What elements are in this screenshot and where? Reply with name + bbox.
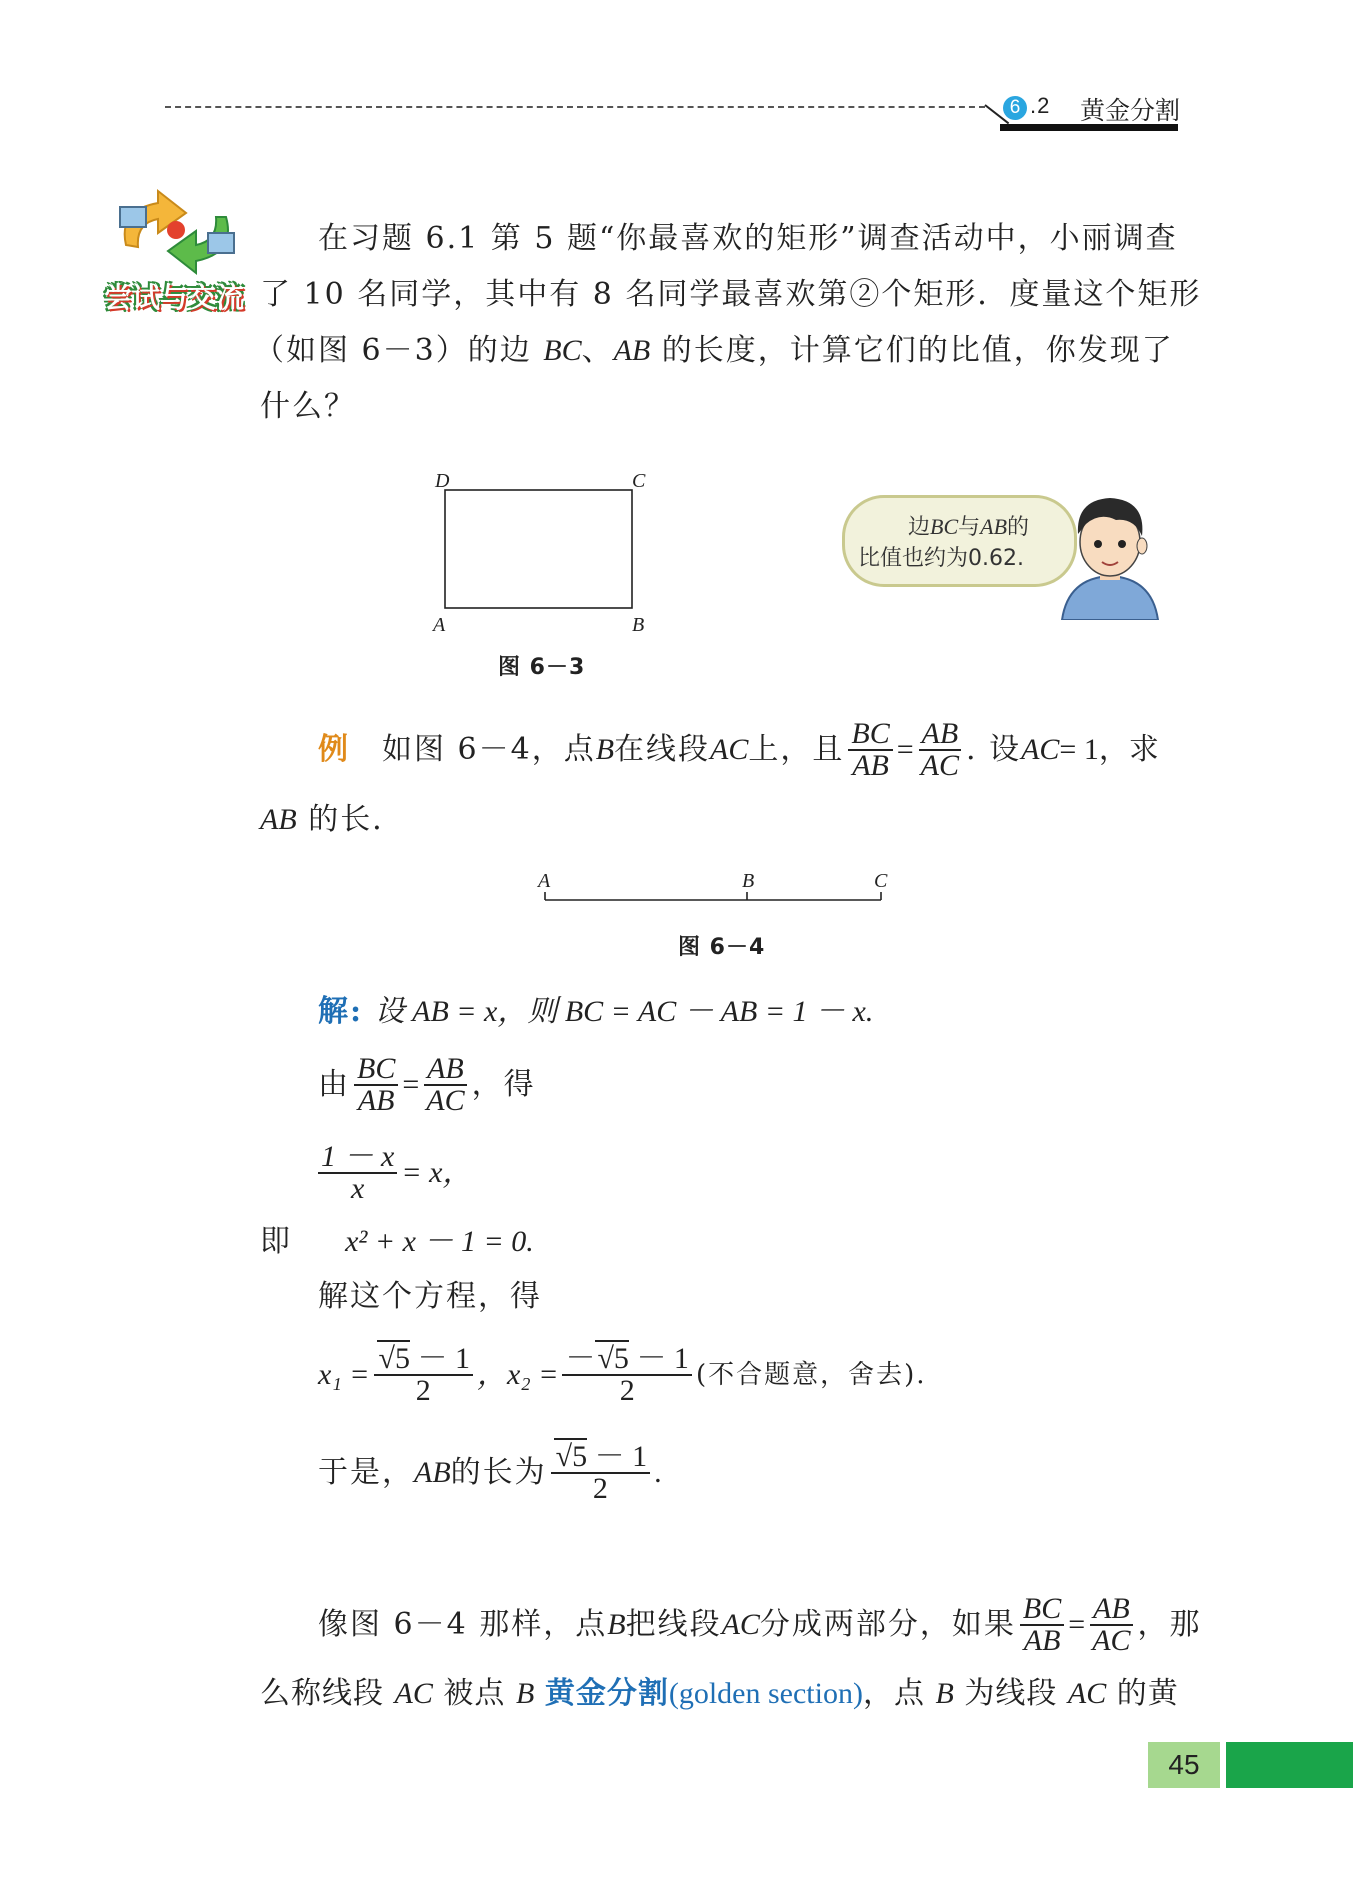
text-segment: 的 bbox=[1007, 515, 1030, 540]
fraction-denominator: 2 bbox=[592, 1472, 608, 1505]
math-expression: ，x₂ = bbox=[476, 1358, 559, 1391]
fraction-numerator: 1 － x bbox=[318, 1142, 397, 1174]
solution-line bbox=[318, 995, 873, 1029]
fraction-numerator: AB bbox=[919, 719, 962, 751]
figure-label-a: A bbox=[433, 614, 446, 636]
example-line bbox=[260, 803, 404, 837]
key-term: 黄金分割 bbox=[544, 1676, 669, 1711]
paragraph-line bbox=[254, 334, 1174, 368]
fraction bbox=[918, 719, 962, 781]
math-var: B bbox=[935, 1677, 954, 1710]
text-segment: ，得 bbox=[471, 1067, 536, 1102]
text-segment: 、 bbox=[581, 333, 614, 368]
fraction-denominator: 2 bbox=[619, 1374, 635, 1407]
equals-sign: = bbox=[896, 733, 914, 766]
figure-label-a: A bbox=[538, 870, 551, 892]
figure-caption: 图 6－3 bbox=[498, 655, 586, 680]
math-expression: x² + x － 1 = 0. bbox=[345, 1225, 534, 1258]
text-segment: 分成两部分，如果 bbox=[759, 1607, 1016, 1642]
text-segment: . 设 bbox=[966, 732, 1022, 767]
fraction-denominator: AB bbox=[357, 1084, 395, 1117]
text-segment: ，那 bbox=[1137, 1607, 1202, 1642]
fraction-denominator: 2 bbox=[415, 1374, 431, 1407]
speech-bubble-line bbox=[908, 510, 1029, 545]
figure-label-c: C bbox=[632, 470, 646, 492]
text-segment: 于是， bbox=[318, 1455, 414, 1490]
page-number: 45 bbox=[1168, 1749, 1200, 1780]
text-segment: 的黄 bbox=[1106, 1676, 1179, 1711]
solution-line bbox=[318, 1140, 472, 1206]
fraction-numerator: － 1 bbox=[628, 1342, 689, 1375]
figure-caption: 图 6－4 bbox=[678, 935, 766, 960]
math-var: AC bbox=[1021, 733, 1060, 766]
fraction-numerator: － 1 bbox=[587, 1440, 648, 1473]
section-number-rest: .2 bbox=[1030, 93, 1051, 118]
solution-line bbox=[318, 1052, 536, 1118]
math-var: B bbox=[515, 1677, 535, 1710]
text-segment: ，点 bbox=[862, 1676, 936, 1711]
text-segment: 的长． bbox=[296, 802, 405, 837]
math-var: AB bbox=[980, 514, 1008, 539]
definition-line bbox=[260, 1677, 1179, 1711]
text-segment: 么称线段 bbox=[260, 1676, 395, 1711]
sqrt-expression: √5 bbox=[555, 1440, 588, 1473]
math-var: AC bbox=[1067, 1677, 1107, 1710]
figure-label-b: B bbox=[742, 870, 755, 892]
figure-6-3-rectangle bbox=[425, 465, 665, 645]
solution-line bbox=[318, 1342, 927, 1408]
text-segment: 像图 6－4 那样，点 bbox=[318, 1607, 608, 1642]
text-segment: 为线段 bbox=[953, 1676, 1068, 1711]
section-number-badge: 6 bbox=[1003, 96, 1027, 120]
fraction bbox=[1020, 1594, 1064, 1656]
text-segment: 如图 6－4，点 bbox=[382, 732, 596, 767]
fraction-numerator: － 1 bbox=[409, 1342, 470, 1375]
fraction-numerator: BC bbox=[848, 719, 892, 751]
math-var: BC bbox=[543, 334, 582, 367]
student-boy-icon bbox=[1060, 490, 1160, 620]
math-var: B bbox=[607, 1608, 626, 1641]
math-var: BC bbox=[930, 514, 959, 539]
equals-sign: = bbox=[402, 1068, 420, 1101]
fraction-numerator: AB bbox=[424, 1054, 467, 1086]
page-footer-bar bbox=[1226, 1742, 1353, 1788]
example-label: 例 bbox=[318, 732, 350, 767]
sqrt-expression: √5 bbox=[378, 1342, 410, 1375]
fraction bbox=[318, 1142, 397, 1204]
text-segment: 把线段 bbox=[625, 1607, 722, 1642]
equals-sign: = bbox=[1068, 1608, 1086, 1641]
text-segment: . bbox=[654, 1456, 662, 1489]
text-segment: 即 bbox=[260, 1224, 292, 1259]
fraction bbox=[562, 1344, 691, 1406]
example-line bbox=[318, 717, 1159, 782]
text-segment: 的长为 bbox=[450, 1455, 547, 1490]
text-segment: 边 bbox=[908, 515, 931, 540]
paragraph-line: 什么？ bbox=[260, 389, 356, 424]
solution-line bbox=[260, 1225, 534, 1259]
math-var: AC bbox=[394, 1677, 433, 1710]
text-segment: 上，且 bbox=[748, 732, 845, 767]
activity-badge-icon bbox=[108, 185, 248, 280]
text-segment: (不合题意，舍去). bbox=[695, 1360, 927, 1390]
activity-badge-label: 尝试与交流 bbox=[104, 281, 245, 314]
figure-label-b: B bbox=[632, 614, 645, 636]
fraction-denominator: AC bbox=[426, 1084, 465, 1117]
speech-bubble-line: 比值也约为0.62. bbox=[858, 546, 1024, 571]
fraction bbox=[1089, 1594, 1133, 1656]
text-segment: = 1，求 bbox=[1059, 733, 1159, 766]
math-expression: 设 AB = x，则 BC = AC － AB = 1 － x. bbox=[374, 995, 874, 1028]
minus-sign: － bbox=[565, 1342, 596, 1375]
text-segment: （如图 6－3）的边 bbox=[254, 333, 544, 368]
text-segment: 在线段 bbox=[614, 732, 711, 767]
fraction-numerator: BC bbox=[1020, 1594, 1064, 1626]
fraction-denominator: AC bbox=[920, 749, 959, 782]
solution-line bbox=[318, 1440, 662, 1506]
fraction-numerator: AB bbox=[1090, 1594, 1133, 1626]
text-segment: 的长度，计算它们的比值，你发现了 bbox=[650, 333, 1174, 368]
fraction-numerator: BC bbox=[354, 1054, 398, 1086]
fraction bbox=[374, 1344, 473, 1406]
sqrt-expression: √5 bbox=[597, 1342, 629, 1375]
fraction-denominator: AB bbox=[1023, 1624, 1061, 1657]
math-var: AB bbox=[414, 1456, 451, 1489]
solution-line: 解这个方程，得 bbox=[318, 1279, 542, 1314]
math-var: AC bbox=[721, 1608, 760, 1641]
math-expression: x₁ = bbox=[318, 1358, 370, 1391]
header-divider bbox=[165, 106, 985, 108]
solution-label: 解: bbox=[318, 994, 364, 1029]
math-var: AB bbox=[260, 803, 297, 836]
math-var: AC bbox=[710, 733, 749, 766]
fraction bbox=[423, 1054, 467, 1116]
text-segment: 被点 bbox=[432, 1676, 516, 1711]
text-segment: 与 bbox=[958, 515, 981, 540]
fraction-denominator: x bbox=[351, 1172, 365, 1205]
fraction bbox=[848, 719, 892, 781]
figure-label-c: C bbox=[874, 870, 888, 892]
math-expression: = x， bbox=[401, 1156, 473, 1189]
section-title: 黄金分割 bbox=[1080, 96, 1181, 125]
fraction bbox=[354, 1054, 398, 1116]
figure-6-4-segment bbox=[535, 880, 895, 920]
definition-line bbox=[318, 1592, 1202, 1658]
figure-label-d: D bbox=[435, 470, 450, 492]
key-term-english: (golden section) bbox=[668, 1677, 863, 1710]
fraction bbox=[551, 1442, 650, 1504]
math-var: B bbox=[595, 733, 615, 766]
fraction-denominator: AB bbox=[852, 749, 889, 782]
fraction-denominator: AC bbox=[1092, 1624, 1131, 1657]
math-var: AB bbox=[613, 334, 651, 367]
paragraph-line: 了 10 名同学，其中有 8 名同学最喜欢第②个矩形．度量这个矩形 bbox=[260, 277, 1202, 312]
paragraph-line: 在习题 6.1 第 5 题“你最喜欢的矩形”调查活动中，小丽调查 bbox=[318, 221, 1178, 256]
text-segment: 由 bbox=[318, 1067, 350, 1102]
